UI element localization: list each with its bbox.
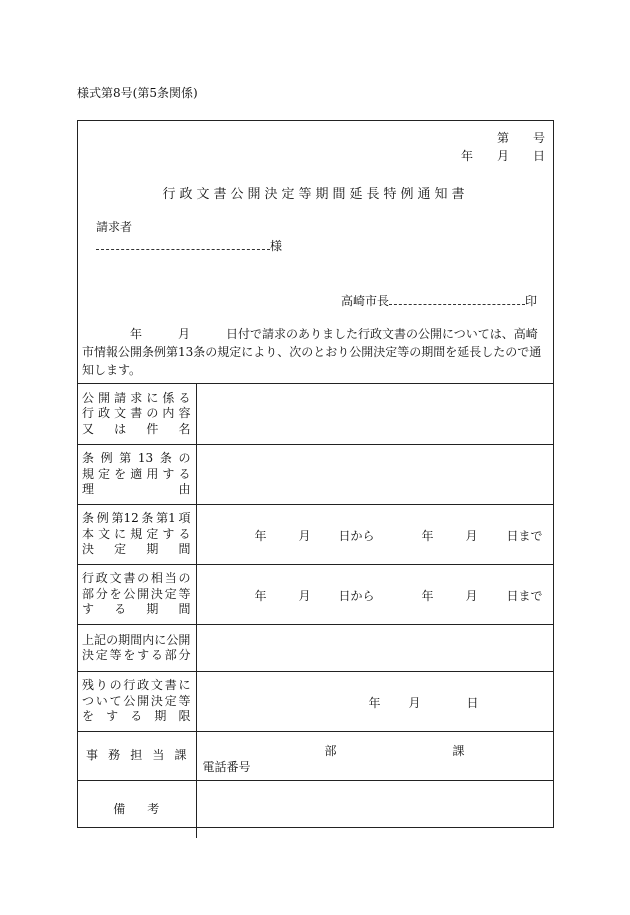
intro-text: 年 月 日付で請求のありました行政文書の公開については、高崎市情報公開条例第13条の規定により、次のとおり公開決定等の期間を延長したので通知します。 (82, 327, 542, 377)
period-m2: 月 (465, 528, 478, 543)
row-label-line: 決 定 等 を す る 部 分 (82, 648, 191, 662)
issuer-line (341, 291, 537, 309)
table-row (78, 565, 553, 625)
deadline-m: 月 (408, 695, 421, 710)
row-label-line: を す る 期 限 (82, 709, 191, 724)
table-row (78, 625, 553, 672)
row-label (78, 384, 196, 445)
office-section: 課 (452, 744, 465, 758)
office-phone-label: 電話番号 (202, 760, 251, 774)
period-d2: 日まで (506, 588, 543, 603)
deadline-d: 日 (466, 695, 479, 710)
row-label-line: 理 由 (82, 482, 191, 497)
row-value[interactable] (196, 625, 553, 672)
seal-mark: 印 (524, 294, 537, 308)
table-row (78, 672, 553, 732)
row-value[interactable] (196, 445, 553, 505)
requester-line (96, 236, 282, 254)
row-label (78, 445, 196, 505)
office-row (78, 732, 553, 781)
issuer-name-field (389, 291, 525, 305)
row-label-line: 規 定 を 適 用 す る (82, 466, 191, 481)
period-y1: 年 (254, 528, 267, 543)
row-label (78, 565, 196, 625)
period-m1: 月 (298, 528, 311, 543)
period-y2: 年 (421, 588, 434, 603)
row-label-line: 条 例 第12 条 第1 項 (82, 511, 191, 526)
requester-label: 請求者 (96, 220, 133, 234)
requester-name-field[interactable] (96, 236, 270, 250)
row-label-line: 部 分 を 公 開 決 定 等 (82, 586, 191, 601)
office-dept: 部 (324, 744, 337, 758)
row-value[interactable] (196, 565, 553, 625)
table-row (78, 445, 553, 505)
row-label (78, 625, 196, 672)
period-d1: 日から (338, 528, 375, 543)
row-value[interactable] (196, 505, 553, 565)
row-label-line: 行 政 文 書 の 相 当 の (82, 571, 191, 586)
period-m2: 月 (465, 588, 478, 603)
details-table (78, 383, 553, 838)
table-row (78, 505, 553, 565)
period-y2: 年 (421, 528, 434, 543)
row-label-line: 又 は 件 名 (82, 421, 191, 436)
remarks-value[interactable] (196, 781, 553, 838)
row-label-line: 決 定 期 間 (82, 542, 191, 557)
issuer-label: 高崎市長 (340, 294, 389, 308)
row-label-line: 行 政 文 書 の 内 容 (82, 406, 191, 421)
row-label-line: 条 例 第 13 条 の (82, 451, 191, 466)
requester-suffix: 様 (270, 239, 283, 253)
row-label-line: 公 開 請 求 に 係 る (82, 390, 191, 405)
row-value[interactable] (196, 384, 553, 445)
row-label-line: 本 文 に 規 定 す る (82, 526, 191, 541)
row-value[interactable] (196, 672, 553, 732)
document-title: 行政文書公開決定等期間延長特例通知書 (162, 187, 469, 202)
row-label-line: つ い て 公 開 決 定 等 (82, 693, 191, 708)
row-label (78, 672, 196, 732)
row-label-line: す る 期 間 (82, 602, 191, 617)
document-number: 第 号 (496, 131, 545, 145)
remarks-label: 備 考 (78, 781, 196, 838)
row-label-line: 残 り の 行 政 文 書 に (82, 678, 191, 693)
office-value[interactable] (196, 732, 553, 781)
row-label (78, 505, 196, 565)
form-number: 様式第8号(第5条関係) (77, 86, 198, 100)
row-label-line: 上 記 の 期 間 内 に 公 開 (82, 632, 191, 647)
period-d2: 日まで (506, 528, 543, 543)
issue-date: 年 月 日 (460, 149, 545, 163)
office-label: 事 務 担 当 課 (78, 732, 196, 781)
period-y1: 年 (254, 588, 267, 603)
notice-form (77, 120, 554, 828)
remarks-row (78, 781, 553, 838)
period-d1: 日から (338, 588, 375, 603)
table-row (78, 384, 553, 445)
deadline-y: 年 (368, 695, 381, 710)
period-m1: 月 (298, 588, 311, 603)
